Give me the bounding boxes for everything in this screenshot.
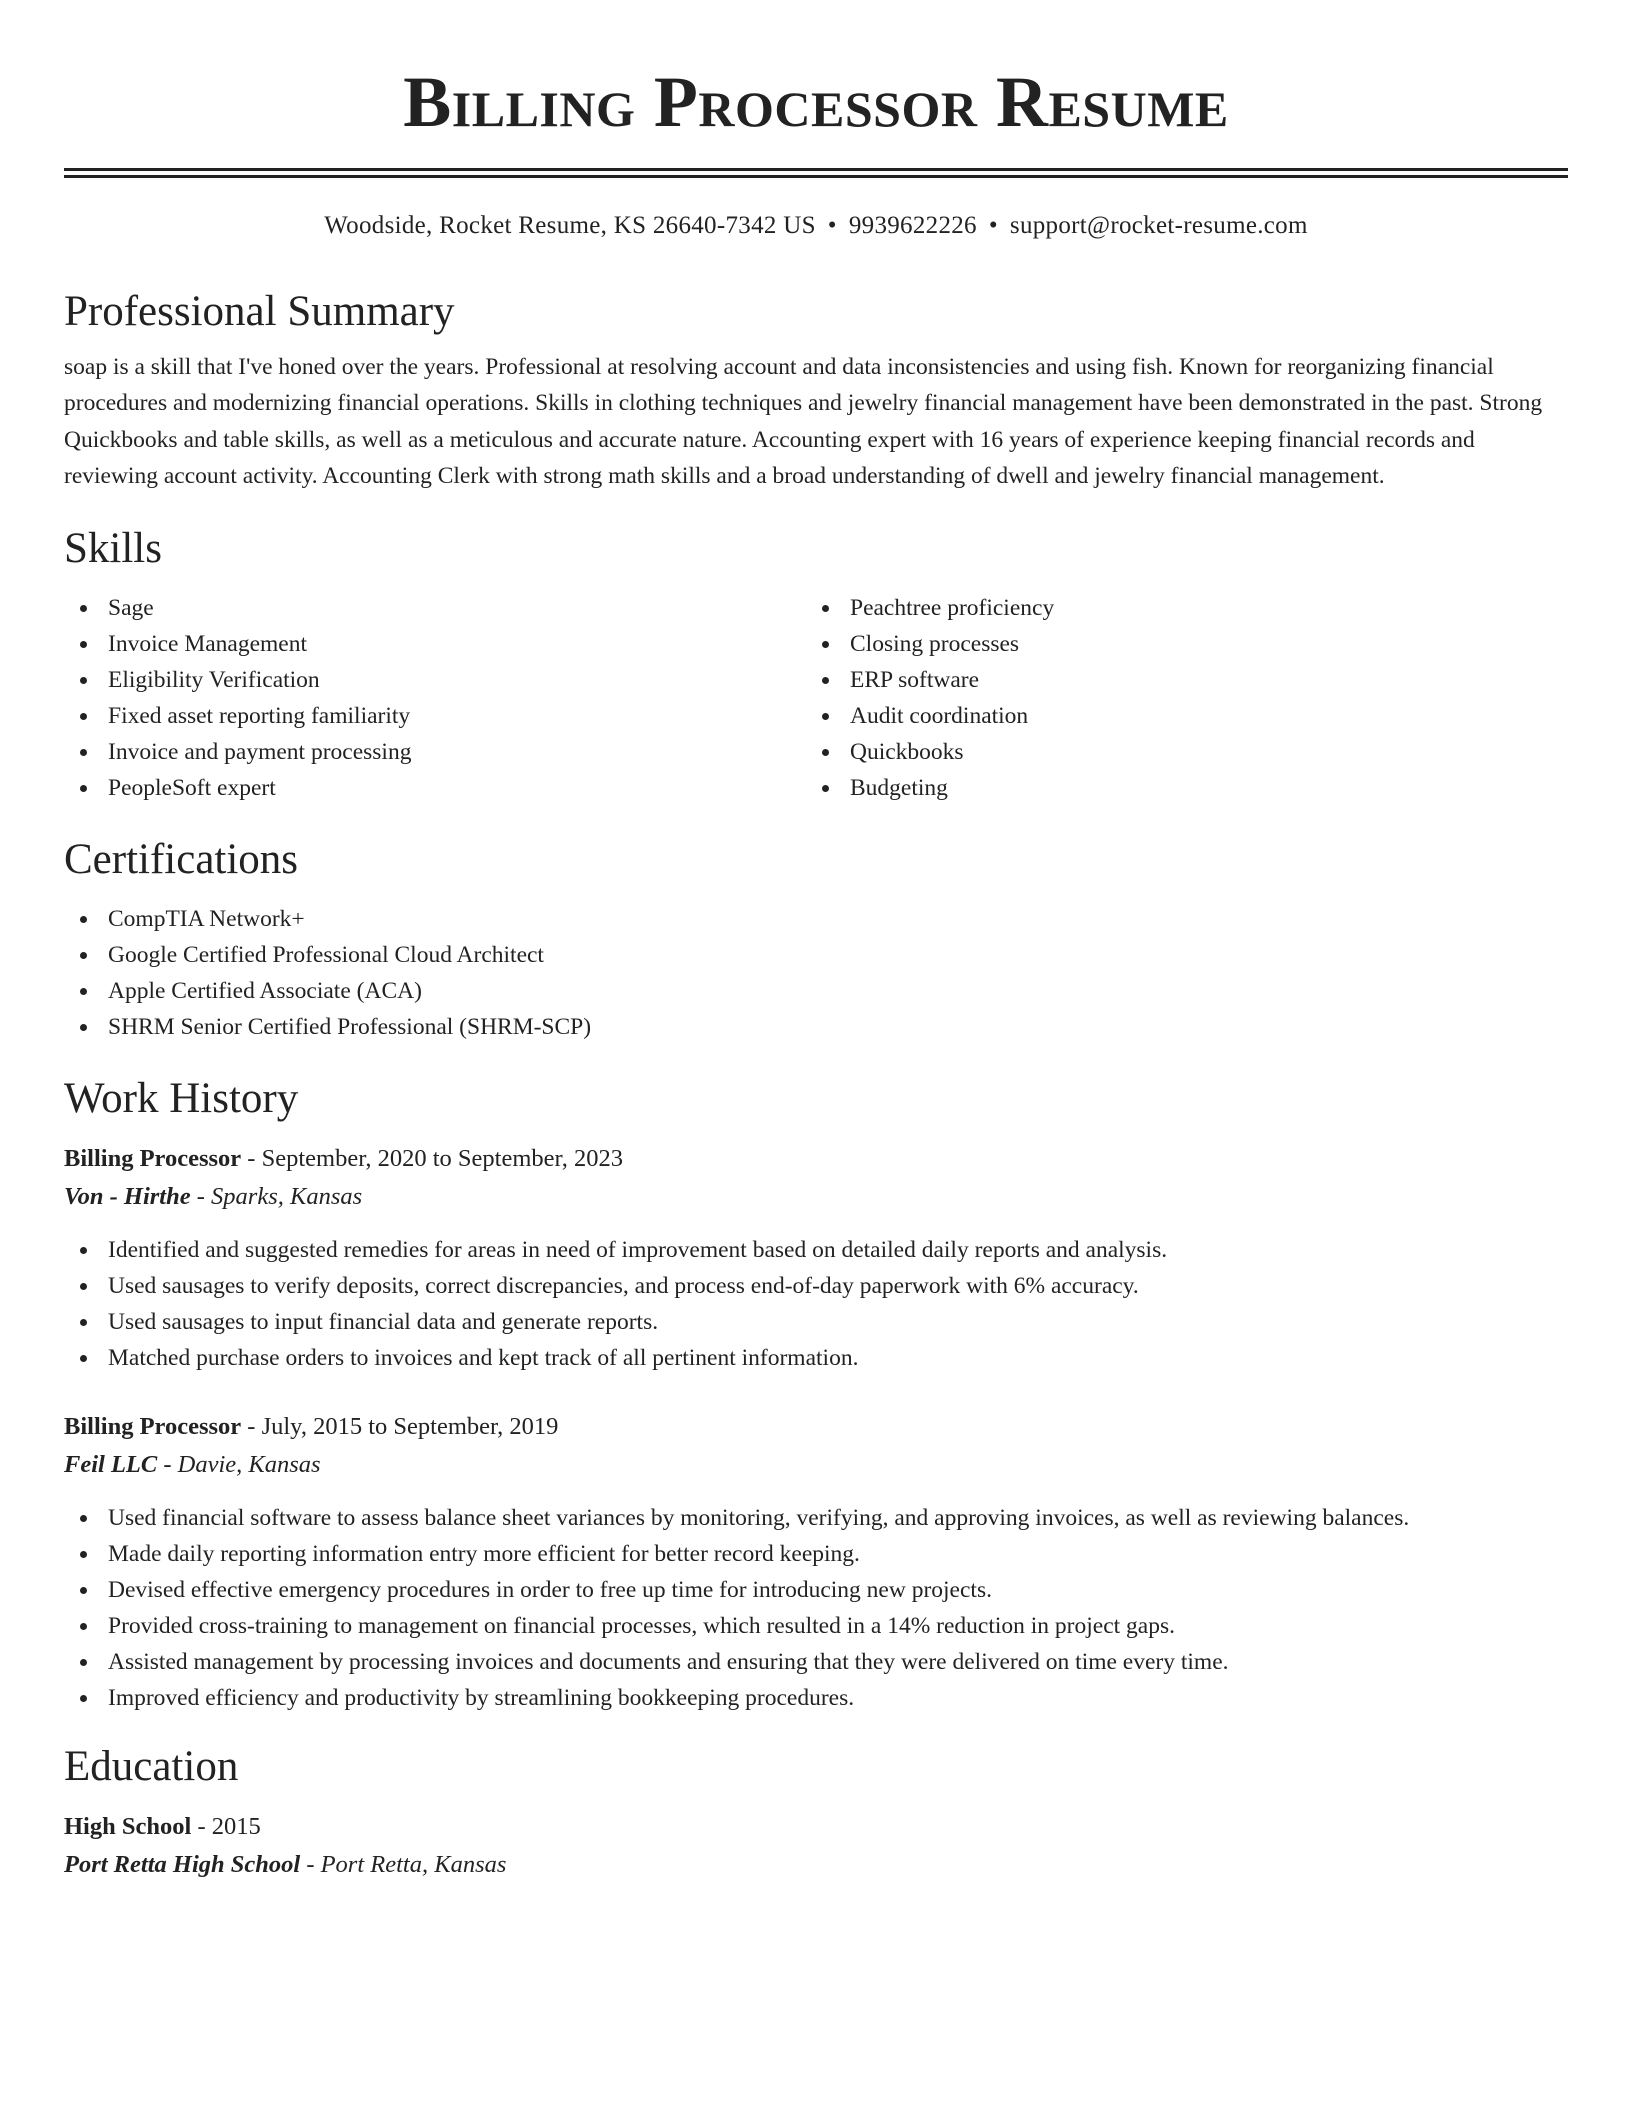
skill-item: Quickbooks (806, 734, 1548, 770)
skills-section (64, 524, 1568, 806)
job-entry (64, 1408, 1568, 1716)
skill-item: PeopleSoft expert (64, 770, 806, 806)
certification-item: SHRM Senior Certified Professional (SHRM-SCP) (64, 1009, 1568, 1045)
work-history-heading: Work History (64, 1075, 299, 1123)
skills-list-left (64, 590, 806, 806)
education-section (64, 1742, 1568, 1884)
job-bullet: Made daily reporting information entry more efficient for better record keeping. (64, 1536, 1568, 1572)
job-bullet: Used sausages to verify deposits, correct discrepancies, and process end-of-day paperwork with 6% accuracy. (64, 1268, 1568, 1304)
job-company-line (64, 1178, 1568, 1216)
job-bullet-list (64, 1500, 1568, 1716)
skills-list-right (806, 590, 1548, 806)
job-title: Billing Processor (64, 1413, 242, 1441)
job-dates: - September, 2020 to September, 2023 (241, 1145, 623, 1173)
job-company: Von - Hirthe (64, 1183, 191, 1211)
education-year: - 2015 (191, 1813, 261, 1841)
contact-email: support@rocket-resume.com (1009, 212, 1308, 239)
certification-item: Apple Certified Associate (ACA) (64, 973, 1568, 1009)
job-bullet: Used sausages to input financial data and generate reports. (64, 1304, 1568, 1340)
work-history-section (64, 1074, 1568, 1716)
job-company-line (64, 1446, 1568, 1484)
skill-item: Sage (64, 590, 806, 626)
job-location: - Sparks, Kansas (190, 1183, 363, 1211)
education-school-line (64, 1846, 1568, 1884)
job-company: Feil LLC (64, 1451, 158, 1479)
contact-separator: • (827, 212, 837, 239)
skills-grid (64, 590, 1568, 806)
job-bullet: Assisted management by processing invoices and documents and ensuring that they were delivered on time every time. (64, 1644, 1568, 1680)
skill-item: ERP software (806, 662, 1548, 698)
professional-summary-section (64, 287, 1568, 494)
certifications-section (64, 835, 1568, 1045)
skill-item: Closing processes (806, 626, 1548, 662)
summary-text: soap is a skill that I've honed over the years. Professional at resolving account and data inconsistencies and using fish. Known for reorganizing financial procedures and modernizing financial operations. Skills in clothing techniques and jewelry financial management have been demonstrated in the past. Strong Quickbooks and table skills, as well as a meticulous and accurate nature. Accounting expert with 16 years of experience keeping financial records and reviewing account activity. Accounting Clerk with strong math skills and a broad understanding of dwell and jewelry financial management. (64, 354, 1543, 489)
education-degree: High School (64, 1813, 192, 1841)
skill-item: Fixed asset reporting familiarity (64, 698, 806, 734)
job-bullet-list (64, 1232, 1568, 1376)
summary-heading: Professional Summary (64, 288, 455, 335)
job-bullet: Identified and suggested remedies for areas in need of improvement based on detailed daily reports and analysis. (64, 1232, 1568, 1268)
contact-line (64, 211, 1568, 241)
job-bullet: Improved efficiency and productivity by streamlining bookkeeping procedures. (64, 1680, 1568, 1716)
job-location: - Davie, Kansas (157, 1451, 321, 1479)
education-entry (64, 1808, 1568, 1884)
education-school: Port Retta High School (64, 1851, 301, 1879)
skills-heading: Skills (64, 525, 162, 573)
resume-title: Billing Processor Resume (403, 62, 1229, 142)
job-bullet: Devised effective emergency procedures in order to free up time for introducing new projects. (64, 1572, 1568, 1608)
job-header (64, 1408, 1568, 1446)
job-entry (64, 1140, 1568, 1376)
title-double-rule (64, 168, 1568, 178)
certification-item: CompTIA Network+ (64, 901, 1568, 937)
skill-item: Budgeting (806, 770, 1548, 806)
certifications-list (64, 901, 1568, 1045)
education-location: - Port Retta, Kansas (300, 1851, 507, 1879)
job-bullet: Provided cross-training to management on financial processes, which resulted in a 14% reduction in project gaps. (64, 1608, 1568, 1644)
education-heading: Education (64, 1743, 239, 1791)
job-bullet: Matched purchase orders to invoices and kept track of all pertinent information. (64, 1340, 1568, 1376)
job-title: Billing Processor (64, 1145, 242, 1173)
skill-item: Invoice Management (64, 626, 806, 662)
certification-item: Google Certified Professional Cloud Architect (64, 937, 1568, 973)
skill-item: Audit coordination (806, 698, 1548, 734)
job-header (64, 1140, 1568, 1178)
contact-address: Woodside, Rocket Resume, KS 26640-7342 US (324, 212, 816, 239)
skill-item: Peachtree proficiency (806, 590, 1548, 626)
job-bullet: Used financial software to assess balance sheet variances by monitoring, verifying, and approving invoices, as well as reviewing balances. (64, 1500, 1568, 1536)
certifications-heading: Certifications (64, 836, 299, 884)
contact-phone: 9939622226 (848, 212, 977, 239)
education-degree-line (64, 1808, 1568, 1846)
skill-item: Eligibility Verification (64, 662, 806, 698)
skill-item: Invoice and payment processing (64, 734, 806, 770)
contact-separator: • (988, 212, 998, 239)
job-dates: - July, 2015 to September, 2019 (241, 1413, 559, 1441)
